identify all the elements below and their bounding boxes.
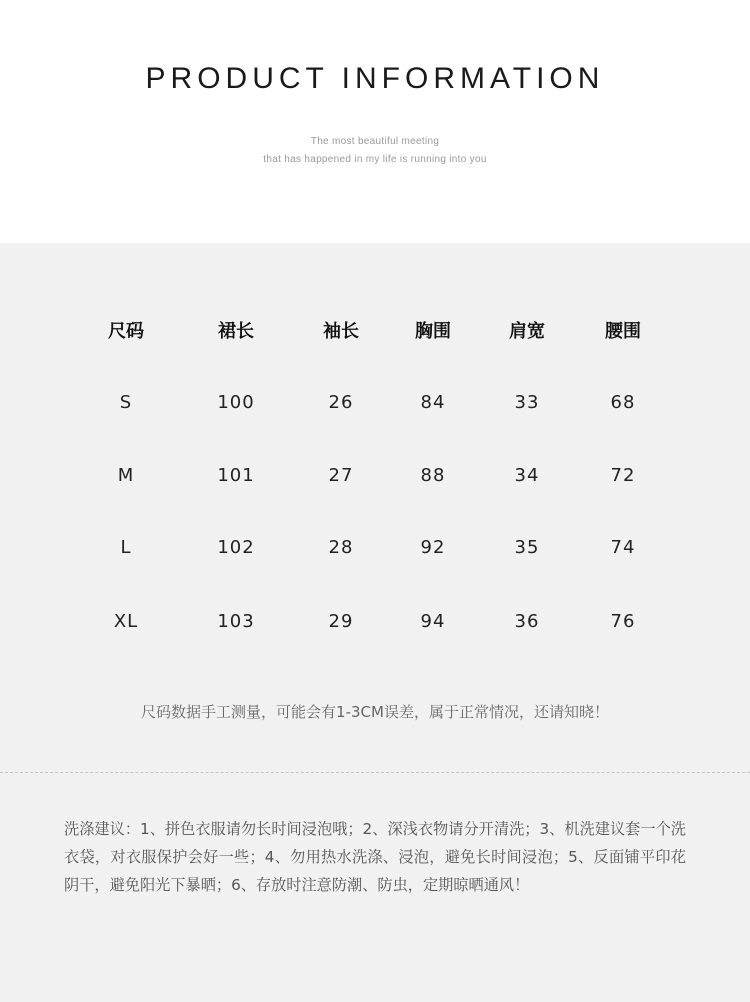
cell-sleeve-length: 29 [328, 611, 354, 632]
dashed-divider [0, 772, 750, 773]
cell-shoulder: 36 [514, 611, 540, 632]
header-size: 尺码 [108, 321, 144, 342]
cell-bust: 92 [420, 537, 446, 558]
table-row [0, 607, 750, 637]
measurement-note: 尺码数据手工测量，可能会有1-3CM误差，属于正常情况，还请知晓！ [141, 703, 609, 721]
table-row [0, 461, 750, 491]
cell-dress-length: 102 [217, 537, 255, 558]
cell-waist: 72 [610, 465, 636, 486]
header-waist: 腰围 [605, 321, 641, 342]
subtitle-line-1: The most beautiful meeting [310, 136, 440, 147]
header-dress-length: 裙长 [218, 321, 254, 342]
header-shoulder: 肩宽 [509, 321, 545, 342]
table-row [0, 533, 750, 563]
subtitle-line-2: that has happened in my life is running into you [263, 154, 487, 165]
cell-sleeve-length: 28 [328, 537, 354, 558]
cell-dress-length: 100 [217, 392, 255, 413]
cell-dress-length: 101 [217, 465, 255, 486]
cell-sleeve-length: 26 [328, 392, 354, 413]
cell-shoulder: 34 [514, 465, 540, 486]
cell-size: M [117, 465, 135, 486]
cell-shoulder: 33 [514, 392, 540, 413]
header-section [0, 0, 750, 243]
cell-shoulder: 35 [514, 537, 540, 558]
cell-dress-length: 103 [217, 611, 255, 632]
cell-bust: 88 [420, 465, 446, 486]
table-row [0, 388, 750, 418]
header-bust: 胸围 [415, 321, 451, 342]
cell-bust: 94 [420, 611, 446, 632]
cell-size: XL [113, 611, 139, 632]
cell-bust: 84 [420, 392, 446, 413]
cell-waist: 74 [610, 537, 636, 558]
cell-waist: 76 [610, 611, 636, 632]
size-table-header-row [0, 317, 750, 347]
header-sleeve-length: 袖长 [323, 321, 359, 342]
cell-size: L [120, 537, 132, 558]
size-info-panel [0, 243, 750, 1002]
care-instructions: 洗涤建议：1、拼色衣服请勿长时间浸泡哦；2、深浅衣物请分开清洗；3、机洗建议套一个洗衣袋，对衣服保护会好一些；4、勿用热水洗涤、浸泡，避免长时间浸泡；5、反面铺平印花阴干，避免阳光下暴晒；6、存放时注意防潮、防虫，定期晾晒通风！ [64, 820, 686, 894]
cell-size: S [119, 392, 133, 413]
cell-sleeve-length: 27 [328, 465, 354, 486]
page-title: PRODUCT INFORMATION [145, 62, 605, 95]
cell-waist: 68 [610, 392, 636, 413]
